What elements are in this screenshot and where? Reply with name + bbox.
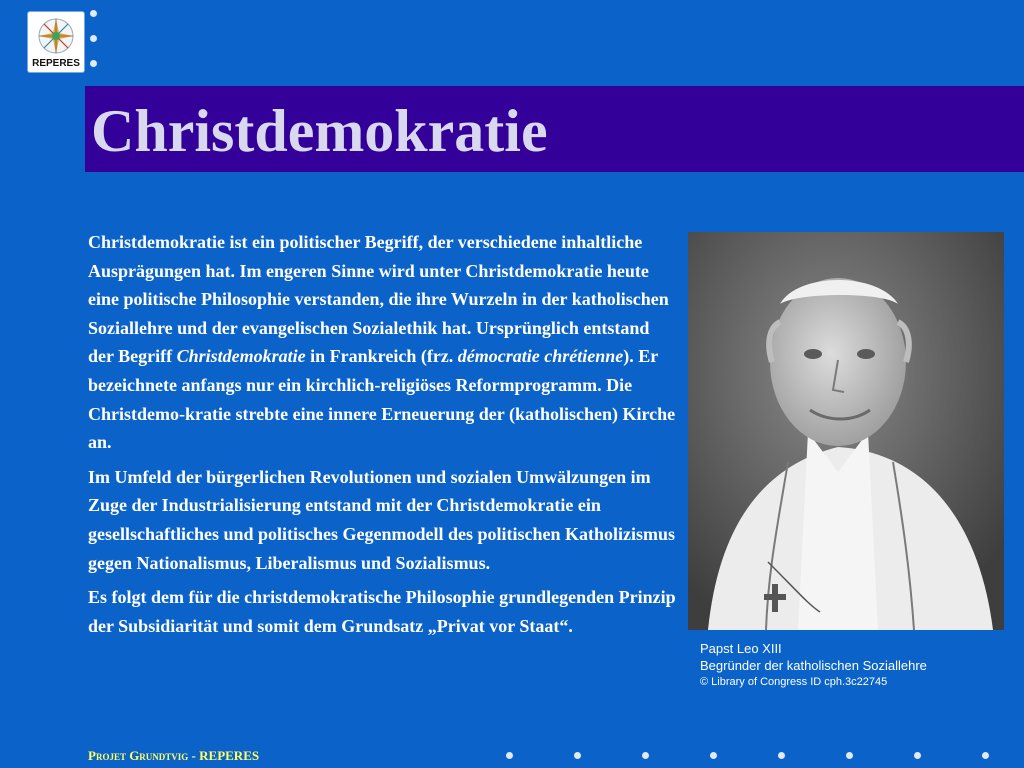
dot-icon <box>574 752 581 759</box>
paragraph-1-italic-french: démocratie chrétienne <box>457 346 624 367</box>
paragraph-2: Im Umfeld der bürgerlichen Revolutionen und sozialen Umwälzungen im Zuge der Industrialisierung entstand mit der Christdemokratie ein gesellschaftliches und politisches Gegenmodell des politischen Katholizismus gegen Nationalismus, Liberalismus und Sozialismus. <box>88 466 676 573</box>
dot-icon <box>506 752 513 759</box>
logo-text: REPERES <box>32 58 80 69</box>
body-text <box>88 228 678 646</box>
decorative-dots-vertical <box>90 10 100 85</box>
caption-credit: © Library of Congress ID cph.3c22745 <box>700 676 888 688</box>
compass-rose-icon <box>36 16 76 56</box>
reperes-logo <box>28 12 84 72</box>
paragraph-3: Es folgt dem für die christdemokratische Philosophie grundlegenden Prinzip der Subsidiarität und somit dem Grundsatz „Privat vor Staat“. <box>88 587 676 636</box>
title-bar <box>85 86 1024 172</box>
paragraph-1 <box>88 228 678 457</box>
dot-icon <box>90 60 97 67</box>
paragraph-1-text-a: Christdemokratie ist ein politischer Begriff, der verschiedene inhaltliche Ausprägungen hat. Im engeren Sinne wird unter Christdemokratie heute eine politische Philosophie verstanden, die ihre Wurzeln in der katholischen Soziallehre und der evangelischen Sozialethik hat. Ursprünglich entstand der Begriff <box>88 232 669 367</box>
dot-icon <box>982 752 989 759</box>
caption-name: Papst Leo XIII <box>700 641 782 656</box>
portrait-image <box>688 232 1004 630</box>
dot-icon <box>778 752 785 759</box>
decorative-dots-horizontal <box>506 752 1006 762</box>
dot-icon <box>642 752 649 759</box>
footer-text: Projet Grundtvig - REPERES <box>88 748 260 763</box>
dot-icon <box>710 752 717 759</box>
caption-description: Begründer der katholischen Soziallehre <box>700 658 927 673</box>
paragraph-1-italic-term: Christdemokratie <box>176 346 306 367</box>
dot-icon <box>914 752 921 759</box>
slide-title: Christdemokratie <box>91 98 548 164</box>
paragraph-1-text-b: in Frankreich (frz. <box>305 346 458 367</box>
dot-icon <box>90 10 97 17</box>
photo-caption <box>700 640 927 691</box>
paragraph-1-text-c: ). Er bezeichnete anfangs nur ein kirchlich-religiöses Reformprogramm. Die Christdemo-kratie strebte eine innere Erneuerung der (katholischen) Kirche an. <box>88 346 676 453</box>
dot-icon <box>846 752 853 759</box>
dot-icon <box>90 35 97 42</box>
portrait-photo <box>688 232 1004 630</box>
